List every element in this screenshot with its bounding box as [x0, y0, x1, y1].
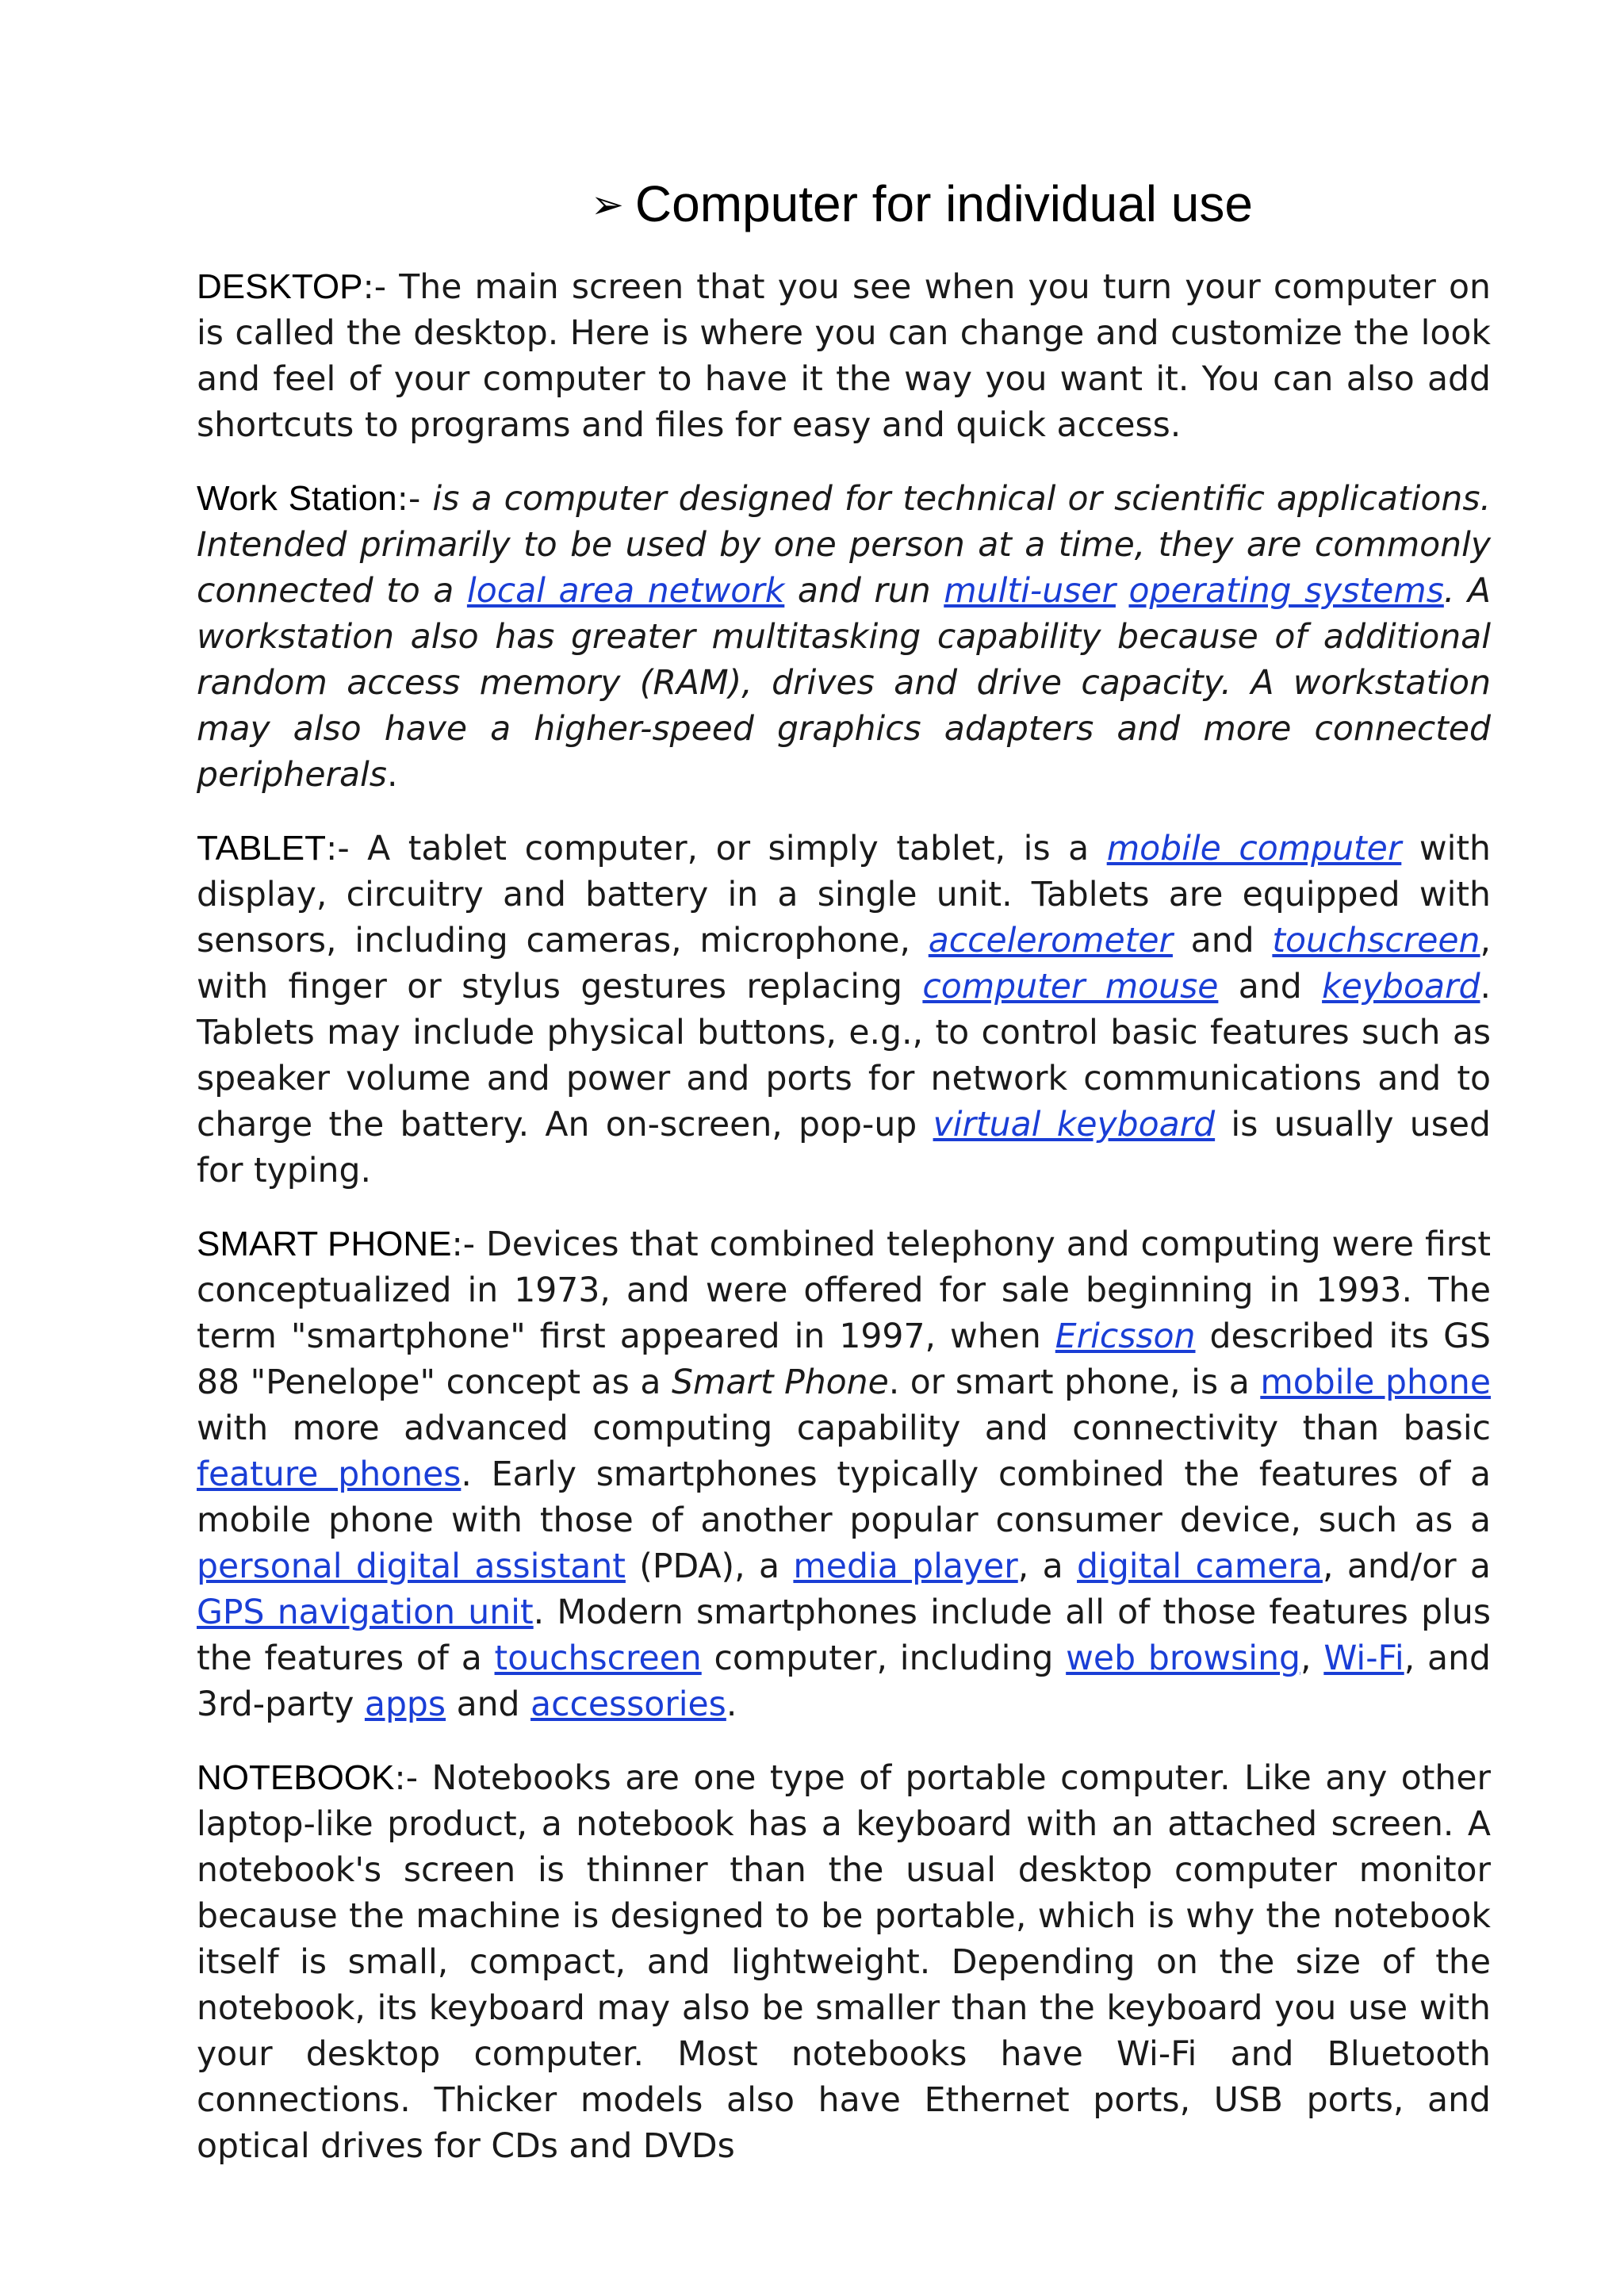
tablet-term: TABLET	[197, 829, 327, 868]
smartphone-text: . Modern smartphones include all of those features plus the features of a	[197, 1593, 1491, 1678]
page-title	[591, 168, 1253, 240]
link-local-area-network[interactable]: local area network	[466, 572, 785, 611]
smartphone-term: SMART PHONE	[197, 1225, 452, 1263]
desktop-separator: :-	[362, 268, 387, 307]
link-touchscreen-computer[interactable]: touchscreen	[494, 1639, 702, 1678]
link-digital-camera[interactable]: digital camera	[1077, 1547, 1323, 1586]
workstation-term: Work Station	[197, 479, 397, 518]
workstation-text: is a computer designed for technical or scientific applications. Intended primarily to be used by one person at a time, they are commonly connected to a	[197, 480, 1491, 611]
link-touchscreen[interactable]: touchscreen	[1272, 922, 1480, 960]
arrow-bullet-icon: ➢	[591, 182, 624, 228]
smartphone-text: .	[726, 1685, 737, 1724]
workstation-text: . A workstation also has greater multitasking capability because of additional random access memory (RAM), drives and drive capacity. A workstation may also have a higher-speed graphics adapters and more connected peripherals	[197, 572, 1491, 795]
smartphone-text: (PDA), a	[625, 1547, 794, 1586]
smartphone-text: , a	[1017, 1547, 1078, 1586]
tablet-separator: :-	[326, 830, 350, 868]
desktop-paragraph	[197, 264, 1491, 449]
link-multi-user[interactable]: multi-user	[944, 572, 1116, 611]
workstation-paragraph	[197, 476, 1491, 799]
notebook-text: Notebooks are one type of portable computer. Like any other laptop-like product, a notebook has a keyboard with an attached screen. A notebook's screen is thinner than the usual desktop computer monitor because the machine is designed to be portable, which is why the notebook itself is small, compact, and lightweight. Depending on the size of the notebook, its keyboard may also be smaller than the keyboard you use with your desktop computer. Most notebooks have Wi-Fi and Bluetooth connections. Thicker models also have Ethernet ports, USB ports, and optical drives for CDs and DVDs	[197, 1759, 1491, 2166]
smartphone-text: , and 3rd-party	[197, 1639, 1491, 1724]
link-feature-phones[interactable]: feature phones	[197, 1455, 462, 1494]
smartphone-text: Devices that combined telephony and computing were first conceptualized in 1973, and were offered for sale beginning in 1993. The term "smartphone" first appeared in 1997, when	[197, 1225, 1491, 1356]
notebook-term: NOTEBOOK	[197, 1758, 395, 1797]
link-accelerometer[interactable]: accelerometer	[928, 922, 1173, 960]
smartphone-separator: :-	[451, 1225, 476, 1264]
tablet-text: is usually used for typing.	[197, 1106, 1491, 1190]
link-computer-mouse[interactable]: computer mouse	[922, 968, 1219, 1006]
tablet-text: , with finger or stylus gestures replacing	[197, 922, 1492, 1006]
tablet-text: A tablet computer, or simply tablet, is a	[349, 830, 1107, 868]
desktop-text: The main screen that you see when you turn your computer on is called the desktop. Here is where you can change and customize the look and feel of your computer to have it the way you want it. You can also add shortcuts to programs and files for easy and quick access.	[197, 268, 1491, 445]
smartphone-text: , and/or a	[1322, 1547, 1491, 1586]
link-web-browsing[interactable]: web browsing	[1066, 1639, 1300, 1678]
link-accessories[interactable]: accessories	[530, 1685, 726, 1724]
smartphone-text: and	[446, 1685, 531, 1724]
page-title-text: Computer for individual use	[634, 175, 1253, 232]
smartphone-text: . Early smartphones typically combined the features of a mobile phone with those of another popular consumer device, such as a	[197, 1455, 1491, 1540]
link-operating-systems[interactable]: operating systems	[1128, 572, 1444, 611]
link-media-player[interactable]: media player	[793, 1547, 1018, 1586]
link-mobile-computer[interactable]: mobile computer	[1106, 830, 1402, 868]
smartphone-emphasis: Smart Phone	[671, 1363, 889, 1402]
workstation-text: and run	[784, 572, 944, 611]
link-gps-navigation-unit[interactable]: GPS navigation unit	[197, 1593, 534, 1632]
tablet-text: . Tablets may include physical buttons, e.g., to control basic features such as speaker volume and power and ports for network communications and to charge the battery. An on-screen, pop-up	[197, 968, 1492, 1144]
link-wi-fi[interactable]: Wi-Fi	[1323, 1639, 1404, 1678]
smartphone-text: . or smart phone, is a	[888, 1363, 1261, 1402]
tablet-text: and	[1218, 968, 1323, 1006]
workstation-separator: :-	[396, 480, 433, 519]
link-personal-digital-assistant[interactable]: personal digital assistant	[197, 1547, 626, 1586]
desktop-term: DESKTOP	[197, 267, 363, 306]
document-body	[197, 264, 1491, 2197]
link-ericsson[interactable]: Ericsson	[1055, 1317, 1196, 1356]
workstation-text: .	[386, 756, 398, 795]
notebook-separator: :-	[394, 1759, 419, 1798]
smartphone-text: with more advanced computing capability and connectivity than basic	[197, 1409, 1491, 1448]
smartphone-text: ,	[1300, 1639, 1324, 1678]
tablet-text: with display, circuitry and battery in a single unit. Tablets are equipped with sensors, including cameras, microphone,	[197, 830, 1491, 960]
smartphone-text: computer, including	[701, 1639, 1067, 1678]
link-apps[interactable]: apps	[364, 1685, 446, 1724]
tablet-text: and	[1172, 922, 1273, 960]
smartphone-paragraph	[197, 1221, 1491, 1728]
workstation-text	[1116, 572, 1129, 611]
link-virtual-keyboard[interactable]: virtual keyboard	[933, 1106, 1216, 1144]
link-mobile-phone[interactable]: mobile phone	[1260, 1363, 1492, 1402]
notebook-paragraph	[197, 1755, 1491, 2170]
tablet-paragraph	[197, 826, 1491, 1194]
link-keyboard[interactable]: keyboard	[1322, 968, 1480, 1006]
smartphone-text: described its GS 88 "Penelope" concept as a	[197, 1317, 1492, 1402]
